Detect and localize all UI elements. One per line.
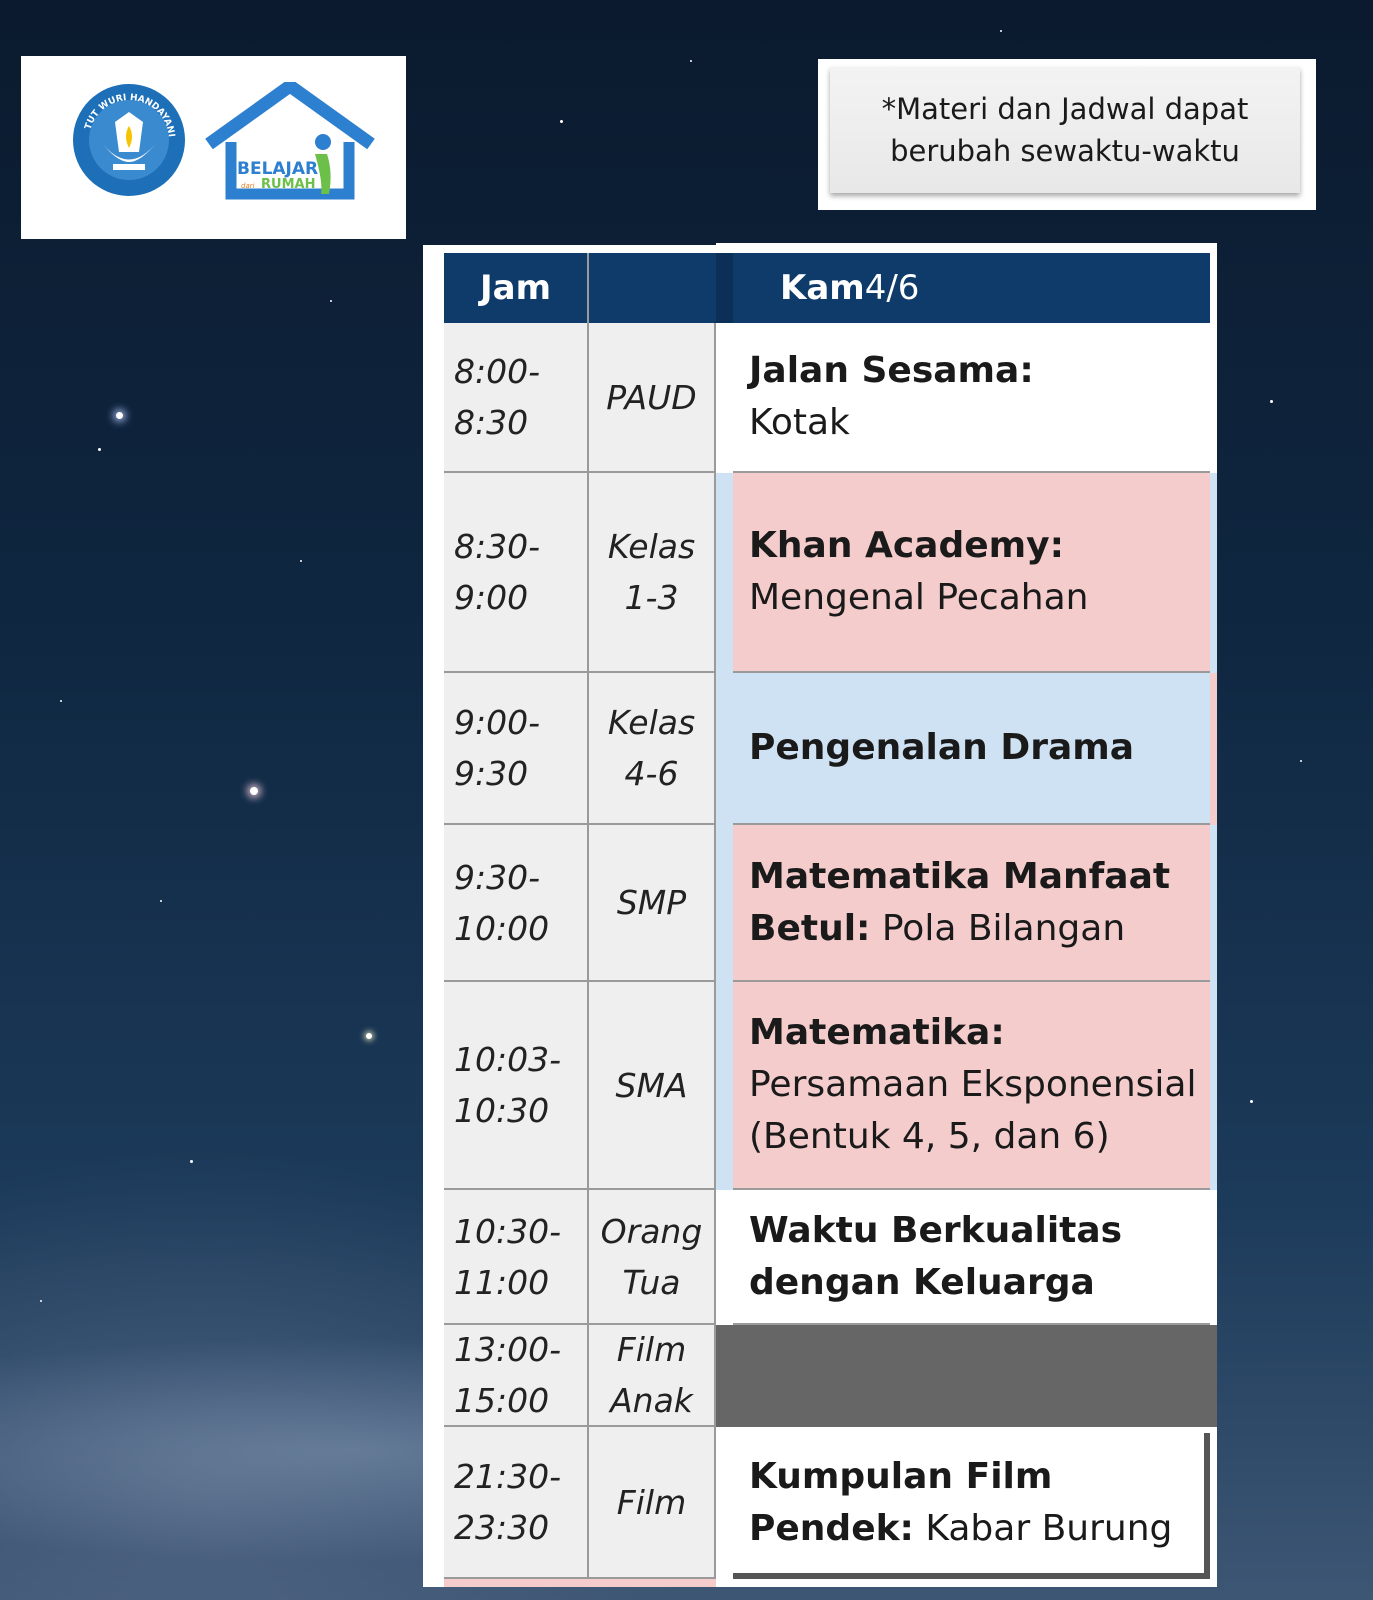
star: [98, 448, 101, 451]
level-cell: [589, 473, 716, 673]
note-card: [818, 59, 1316, 210]
row-strip: [716, 673, 733, 825]
star: [116, 412, 123, 419]
program-cell: [733, 473, 1210, 673]
belajar-dari-rumah-logo-icon: [203, 82, 378, 200]
star: [190, 1160, 193, 1163]
right-edge: [1210, 673, 1217, 825]
time-start: 21:30-: [454, 1457, 562, 1496]
unavailable-block: [716, 1325, 1217, 1427]
time-end: 10:30: [454, 1091, 550, 1130]
star: [1300, 760, 1302, 762]
time-cell: [444, 1325, 589, 1427]
star: [300, 560, 302, 562]
level-line-1: SMA: [615, 1065, 688, 1105]
level-line-1: Orang: [600, 1211, 703, 1251]
time-start: 9:30-: [454, 857, 541, 897]
time-end: 15:00: [454, 1381, 550, 1420]
time-start: 13:00-: [454, 1330, 562, 1369]
program-cell: [733, 1433, 1210, 1579]
header-date: 4/6: [864, 268, 920, 308]
right-edge: [1210, 473, 1217, 673]
time-cell: [444, 825, 589, 982]
level-line-1: Kelas: [607, 527, 696, 566]
time-start: 10:03-: [454, 1040, 562, 1079]
star: [1270, 400, 1273, 403]
rumah-text: RUMAH: [261, 177, 316, 192]
header-day-col: [716, 253, 1210, 323]
program-title: Matematika:: [749, 1012, 1005, 1053]
program-subtitle: Kotak: [749, 402, 850, 443]
level-cell: [589, 323, 716, 473]
ring-text: TUT WURI HANDAYANI: [83, 92, 176, 138]
header-level-col: [589, 253, 716, 323]
right-edge: [1210, 825, 1217, 1190]
time-start: 8:00-: [454, 352, 541, 391]
time-cell: [444, 982, 589, 1190]
program-title: Pengenalan Drama: [749, 727, 1135, 768]
time-start: 8:30-: [454, 527, 541, 566]
star: [250, 787, 258, 795]
header-day: Kam: [780, 268, 865, 308]
program-title: Waktu Berkualitas dengan Keluarga: [749, 1209, 1123, 1303]
level-line-1: PAUD: [606, 377, 697, 417]
note-line-2: berubah sewaktu-waktu: [890, 134, 1240, 168]
star: [1000, 30, 1002, 32]
row-strip: [716, 825, 733, 982]
time-cell: [444, 1190, 589, 1325]
row-strip: [716, 323, 733, 473]
row-strip: [716, 1427, 733, 1579]
time-cell: [444, 473, 589, 673]
program-cell: [733, 323, 1210, 473]
header-jam: Jam: [479, 268, 552, 308]
program-subtitle: Pola Bilangan: [870, 907, 1126, 949]
time-end: 9:00: [454, 578, 529, 617]
level-cell: [589, 1190, 716, 1325]
time-cell: [444, 1427, 589, 1579]
level-cell: [589, 982, 716, 1190]
header-time-col: [444, 253, 589, 323]
note-line-1: *Materi dan Jadwal dapat: [881, 92, 1249, 126]
level-line-2: Tua: [622, 1262, 681, 1302]
program-cell: [733, 1190, 1210, 1325]
star: [40, 1300, 42, 1302]
program-title: Jalan Sesama:: [749, 350, 1034, 391]
time-end: 11:00: [454, 1262, 550, 1302]
star: [560, 120, 563, 123]
level-line-2: 1-3: [624, 578, 679, 617]
level-line-1: Kelas: [607, 703, 696, 742]
level-line-1: Film: [616, 1330, 687, 1369]
program-cell: [733, 673, 1210, 825]
time-end: 9:30: [454, 754, 529, 793]
row-strip: [716, 1190, 733, 1325]
program-cell: [733, 982, 1210, 1190]
time-start: 10:30-: [454, 1211, 562, 1251]
schedule-note: [830, 67, 1300, 193]
time-end: 8:30: [454, 403, 529, 442]
program-subtitle: Kabar Burung: [913, 1508, 1173, 1549]
star: [1250, 1100, 1253, 1103]
star: [160, 900, 162, 902]
star: [690, 60, 692, 62]
row-strip: [716, 982, 733, 1190]
star: [60, 700, 62, 702]
logo-card: [21, 56, 406, 239]
star: [330, 300, 332, 302]
level-line-2: Anak: [610, 1381, 693, 1420]
time-cell: [444, 323, 589, 473]
level-cell: [589, 825, 716, 982]
level-cell: [589, 1427, 716, 1579]
time-start: 9:00-: [454, 703, 541, 742]
row-strip: [716, 473, 733, 673]
next-row-strip: [444, 1579, 716, 1587]
time-end: 10:00: [454, 908, 550, 948]
level-line-1: Film: [616, 1482, 687, 1522]
program-subtitle: Mengenal Pecahan: [749, 577, 1089, 618]
program-subtitle: Persamaan Eksponensial (Bentuk 4, 5, dan 6): [749, 1064, 1197, 1157]
belajar-text: BELAJAR: [237, 159, 319, 179]
dari-text: dari: [241, 182, 255, 190]
star: [366, 1033, 372, 1039]
level-cell: [589, 673, 716, 825]
level-line-1: SMP: [616, 883, 687, 922]
program-title: Kumpulan Film Pendek:: [749, 1456, 1053, 1549]
program-title: Khan Academy:: [749, 525, 1065, 566]
program-cell: [733, 825, 1210, 982]
level-line-2: 4-6: [624, 754, 679, 793]
time-end: 23:30: [454, 1508, 550, 1547]
kemdikbud-logo-icon: [71, 82, 187, 198]
program-title: Matematika Manfaat Betul:: [749, 855, 1171, 949]
time-cell: [444, 673, 589, 825]
level-cell: [589, 1325, 716, 1427]
